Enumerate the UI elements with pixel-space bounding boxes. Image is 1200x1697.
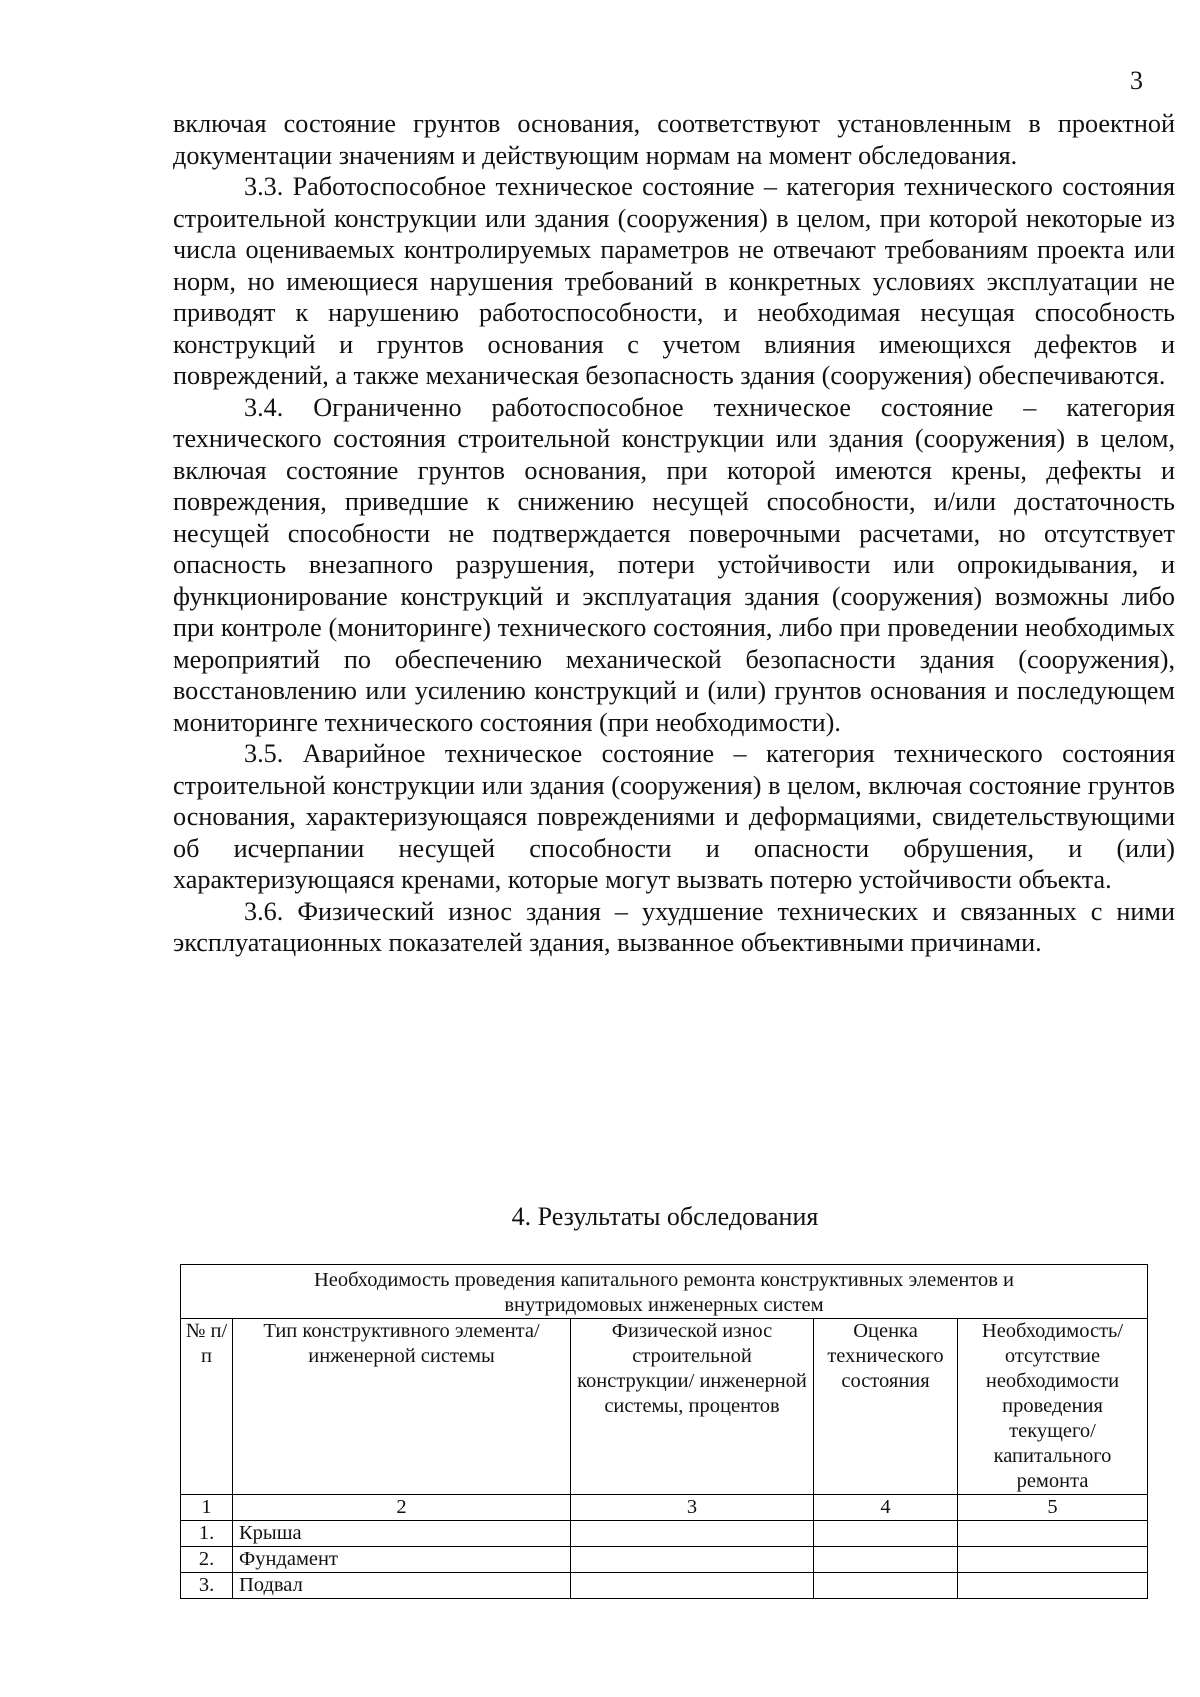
row-element-type: Фундамент: [233, 1547, 571, 1573]
paragraph-3-6: 3.6. Физический износ здания – ухудшение технических и связанных с ними эксплуатационных показателей здания, вызванное объективными причинами.: [173, 896, 1175, 957]
row-number: 2.: [181, 1547, 233, 1573]
paragraph-continuation: включая состояние грунтов основания, соответствуют установленным в проектной документации значениям и действующим нормам на момент обследования.: [173, 109, 1175, 170]
header-technical-evaluation: Оценка технического состояния: [814, 1319, 958, 1495]
row-wear: [571, 1547, 814, 1573]
row-necessity: [958, 1521, 1148, 1547]
table-header-row: [181, 1319, 1148, 1495]
column-number: 2: [233, 1495, 571, 1521]
table-row: [181, 1521, 1148, 1547]
column-number: 3: [571, 1495, 814, 1521]
header-repair-necessity: Необходимость/ отсутствие необходимости проведения текущего/капитального ремонта: [958, 1319, 1148, 1495]
paragraph-3-5: 3.5. Аварийное техническое состояние – категория технического состояния строительной конструкции или здания (сооружения) в целом, включая состояние грунтов основания, характеризующаяся повреждениями и деформациями, свидетельствующими об исчерпании несущей способности и опасности обрушения, и (или) характеризующаяся кренами, которые могут вызвать потерю устойчивости объекта.: [173, 739, 1175, 894]
body-text: [173, 108, 1175, 959]
row-element-type: Крыша: [233, 1521, 571, 1547]
row-number: 3.: [181, 1573, 233, 1599]
row-element-type: Подвал: [233, 1573, 571, 1599]
column-numbers-row: [181, 1495, 1148, 1521]
column-number: 1: [181, 1495, 233, 1521]
row-necessity: [958, 1547, 1148, 1573]
table-row: [181, 1573, 1148, 1599]
row-evaluation: [814, 1573, 958, 1599]
column-number: 5: [958, 1495, 1148, 1521]
paragraph-3-3: 3.3. Работоспособное техническое состояние – категория технического состояния строительной конструкции или здания (сооружения) в целом, при которой некоторые из числа оцениваемых контролируемых параметров не отвечают требованиям проекта или норм, но имеющиеся нарушения требований в конкретных условиях эксплуатации не приводят к нарушению работоспособности, и необходимая несущая способность конструкций и грунтов основания с учетом влияния имеющихся дефектов и повреждений, а также механическая безопасность здания (сооружения) обеспечиваются.: [173, 172, 1175, 390]
row-evaluation: [814, 1521, 958, 1547]
row-wear: [571, 1573, 814, 1599]
header-element-type: Тип конструктивного элемента/ инженерной системы: [233, 1319, 571, 1495]
paragraph-3-4: 3.4. Ограниченно работоспособное техническое состояние – категория технического состояния строительной конструкции или здания (сооружения) в целом, включая состояние грунтов основания, при которой имеются крены, дефекты и повреждения, приведшие к снижению несущей способности, и/или достаточность несущей способности не подтверждается поверочными расчетами, но отсутствует опасность внезапного разрушения, потери устойчивости или опрокидывания, и функционирование конструкций и эксплуатация здания (сооружения) возможны либо при контроле (мониторинге) технического состояния, либо при проведении необходимых мероприятий по обеспечению механической безопасности здания (сооружения), восстановлению или усилению конструкций и (или) грунтов основания и последующем мониторинге технического состояния (при необходимости).: [173, 392, 1175, 737]
row-necessity: [958, 1573, 1148, 1599]
section-heading: 4. Результаты обследования: [511, 1202, 819, 1231]
table-caption: Необходимость проведения капитального ремонта конструктивных элементов и внутридомовых инженерных систем: [181, 1265, 1148, 1319]
table-caption-row: [181, 1265, 1148, 1319]
column-number: 4: [814, 1495, 958, 1521]
page-number: 3: [1130, 66, 1143, 95]
table-row: [181, 1547, 1148, 1573]
row-evaluation: [814, 1547, 958, 1573]
header-physical-wear: Физической износ строительной конструкции/ инженерной системы, процентов: [571, 1319, 814, 1495]
header-number: № п/п: [181, 1319, 233, 1495]
row-wear: [571, 1521, 814, 1547]
repair-table: [180, 1264, 1148, 1599]
row-number: 1.: [181, 1521, 233, 1547]
